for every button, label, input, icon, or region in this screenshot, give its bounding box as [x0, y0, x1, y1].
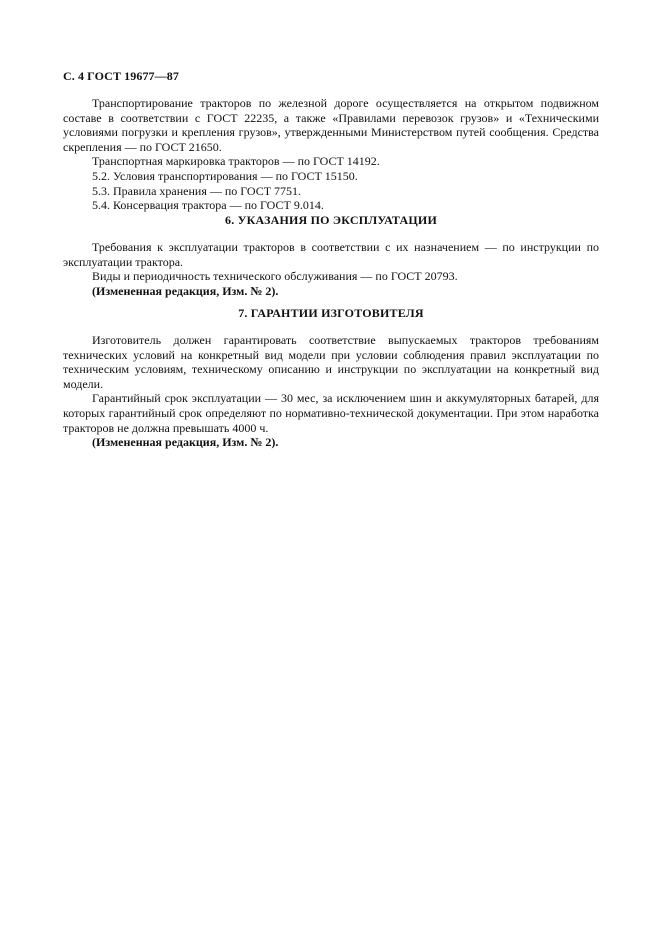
paragraph-operation-requirements: Требования к эксплуатации тракторов в соответствии с их назначением — по инструкции по эксплуатации трактора. — [63, 240, 599, 269]
paragraph-transportation: Транспортирование тракторов по железной дороге осуществляется на открытом подвижном составе в соответствии с ГОСТ 22235, а также «Правилами перевозок грузов» и «Техническими условиями погрузки и крепления грузов», утвержденными Министерством путей сообщения. Средства скрепления — по ГОСТ 21650. — [63, 96, 599, 154]
section-7-heading: 7. ГАРАНТИИ ИЗГОТОВИТЕЛЯ — [238, 306, 424, 320]
section-6-body — [63, 240, 599, 298]
paragraph-manufacturer-guarantee: Изготовитель должен гарантировать соответствие выпускаемых тракторов требованиям технических условий на конкретный вид модели при условии соблюдения правил эксплуатации по техническим условиям, техническому описанию и инструкции по эксплуатации на конкретный вид модели. — [63, 333, 599, 391]
section-5-body — [63, 96, 599, 213]
paragraph-maintenance: Виды и периодичность технического обслуживания — по ГОСТ 20793. — [92, 269, 458, 284]
amendment-note: (Измененная редакция, Изм. № 2). — [92, 283, 279, 298]
section-7-body — [63, 333, 599, 450]
paragraph-warranty-period: Гарантийный срок эксплуатации — 30 мес, за исключением шин и аккумуляторных батарей, для которых гарантийный срок определяют по нормативно-технической документации. При этом наработка тракторов не должна превышать 4000 ч. — [63, 391, 599, 435]
item-5-2: 5.2. Условия транспортирования — по ГОСТ 15150. — [92, 168, 358, 183]
item-5-4: 5.4. Консервация трактора — по ГОСТ 9.014. — [92, 198, 324, 213]
item-5-3: 5.3. Правила хранения — по ГОСТ 7751. — [92, 183, 302, 198]
page-header: С. 4 ГОСТ 19677—87 — [63, 69, 179, 83]
amendment-note: (Измененная редакция, Изм. № 2). — [92, 435, 279, 450]
paragraph-marking: Транспортная маркировка тракторов — по ГОСТ 14192. — [92, 154, 380, 169]
section-6-heading: 6. УКАЗАНИЯ ПО ЭКСПЛУАТАЦИИ — [225, 213, 437, 227]
